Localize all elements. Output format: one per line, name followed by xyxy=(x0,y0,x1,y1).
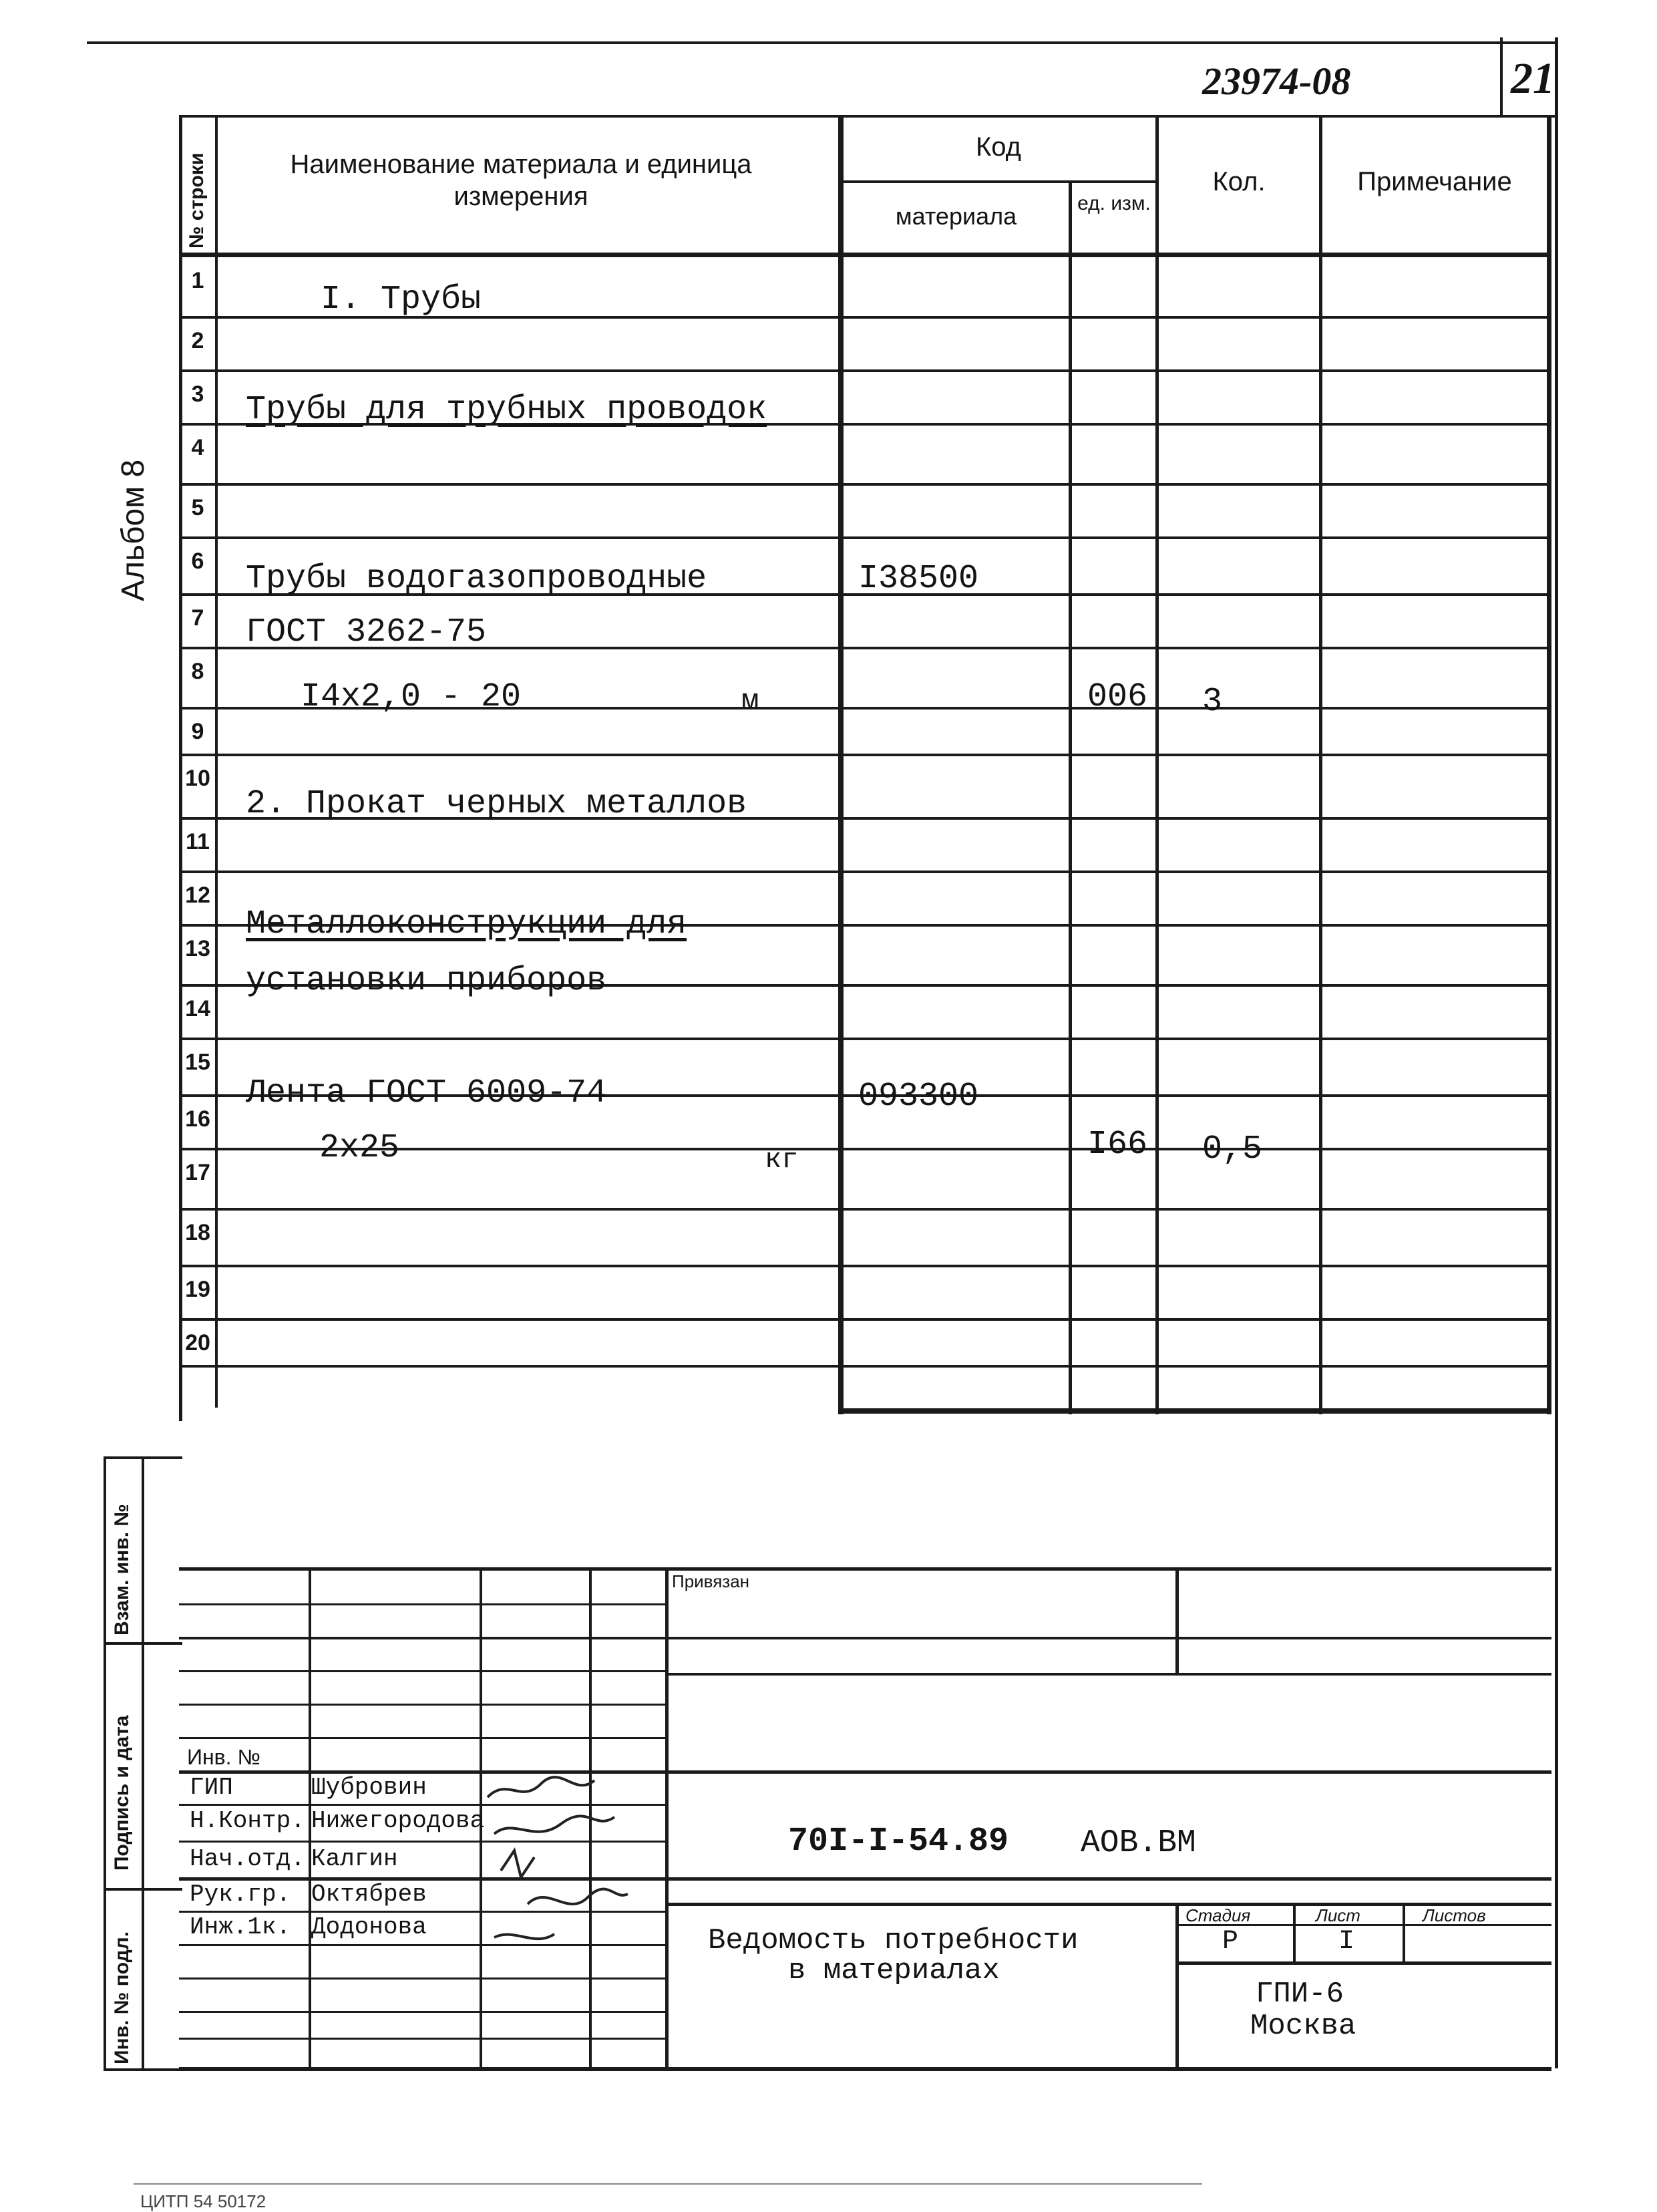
side-line-2 xyxy=(104,1888,182,1891)
row-number: 9 xyxy=(191,719,204,744)
row-number: 10 xyxy=(185,766,210,791)
header-code-material: материала xyxy=(895,202,1017,230)
side-line-1 xyxy=(104,1642,182,1645)
document-code: 23974-08 xyxy=(1202,59,1351,103)
table-bottom-line xyxy=(838,1408,1551,1414)
row-number: 7 xyxy=(191,605,204,631)
qty-col-border xyxy=(1319,115,1322,1414)
unitcode-col-border-left xyxy=(1069,180,1072,1414)
stamp-line-2 xyxy=(179,1603,667,1605)
stamp-line-15 xyxy=(179,2038,667,2040)
row-8-unit-code: 006 xyxy=(1087,678,1148,716)
stamp-bottom-line xyxy=(179,2067,1551,2071)
row-number: 15 xyxy=(185,1050,210,1075)
row-number: 14 xyxy=(185,996,210,1021)
organization-line1: ГПИ-6 xyxy=(1256,1978,1344,2011)
row-number: 1 xyxy=(191,268,204,293)
row-number: 3 xyxy=(191,381,204,407)
row-number: 20 xyxy=(185,1330,210,1356)
document-title-line2: в материалах xyxy=(788,1954,1000,1988)
signatory-name: Нижегородова xyxy=(311,1807,485,1835)
signatory-role: Н.Контр. xyxy=(190,1807,305,1835)
side-label-signature-date: Подпись и дата xyxy=(111,1715,133,1871)
sheet-number-divider xyxy=(1500,37,1503,116)
code-subheader-line xyxy=(838,180,1159,183)
row-6-material-code: I38500 xyxy=(858,560,979,598)
sheets-label: Листов xyxy=(1423,1905,1486,1925)
signatory-role: ГИП xyxy=(190,1774,233,1801)
row-8-quantity: 3 xyxy=(1202,683,1223,721)
side-label-inv-original: Инв. № подл. xyxy=(111,1931,133,2064)
signatory-role: Нач.отд. xyxy=(190,1845,305,1873)
stamp-line-right-1 xyxy=(668,1673,1551,1676)
row-number: 8 xyxy=(191,659,204,684)
row-1-name: I. Трубы xyxy=(321,281,482,319)
header-quantity: Кол. xyxy=(1212,167,1266,196)
row-number: 17 xyxy=(185,1160,210,1185)
row-10-name: 2. Прокат черных металлов xyxy=(246,785,747,823)
row-number: 11 xyxy=(186,829,210,854)
stamp-v-5 xyxy=(1175,1567,1179,1674)
row-7-name: ГОСТ 3262-75 xyxy=(246,613,487,651)
stage-label: Стадия xyxy=(1185,1905,1251,1925)
row-number: 6 xyxy=(191,548,204,574)
row-number: 13 xyxy=(185,936,210,961)
row-16-unit: кг xyxy=(765,1144,799,1176)
rownum-col-border xyxy=(215,115,218,1408)
document-mark: АОВ.ВМ xyxy=(1081,1825,1196,1861)
row-number: 4 xyxy=(191,435,204,460)
signature-marks xyxy=(481,1770,668,1957)
signatory-name: Шубровин xyxy=(311,1774,427,1801)
row-number: 2 xyxy=(191,328,204,353)
row-8-unit: м xyxy=(741,685,759,718)
signatory-name: Октябрев xyxy=(311,1881,427,1908)
organization-line2: Москва xyxy=(1250,2010,1356,2043)
stamp-v-6 xyxy=(1175,1904,1179,2068)
row-grid-line xyxy=(179,483,1551,486)
row-grid-line xyxy=(179,871,1551,873)
sheet-label: Лист xyxy=(1316,1905,1360,1925)
stamp-line-14 xyxy=(179,2011,667,2013)
stamp-line-right-3 xyxy=(1175,1961,1551,1965)
document-designation: 70I-I-54.89 xyxy=(788,1823,1009,1861)
stamp-line-3 xyxy=(179,1637,1551,1639)
row-grid-line xyxy=(179,1038,1551,1040)
row-number: 5 xyxy=(191,495,204,520)
row-number: 16 xyxy=(185,1106,210,1132)
side-top-line xyxy=(104,1456,182,1459)
header-bottom-line xyxy=(179,253,1551,257)
row-15-name: Лента ГОСТ 6009-74 xyxy=(246,1074,607,1112)
signatory-name: Калгин xyxy=(311,1845,398,1873)
top-edge-line xyxy=(87,41,1556,44)
header-underline xyxy=(180,115,1557,118)
unitcode-col-border-right xyxy=(1155,115,1159,1414)
row-12-name: Металлоконструкции для xyxy=(246,905,687,943)
row-15-material-code: 093300 xyxy=(858,1078,979,1116)
row-13-name: установки приборов xyxy=(246,962,607,1000)
row-grid-line xyxy=(179,1265,1551,1267)
header-code-unit: ед. изм. xyxy=(1077,192,1151,214)
row-16-quantity: 0,5 xyxy=(1202,1130,1263,1168)
stamp-line-right-0 xyxy=(668,1903,1551,1906)
row-grid-line xyxy=(179,536,1551,539)
row-16-name: 2x25 xyxy=(319,1129,400,1167)
side-label-vzam-inv: Взам. инв. № xyxy=(111,1504,133,1635)
stamp-line-13 xyxy=(179,1978,667,1980)
table-right-border xyxy=(1547,115,1551,1414)
signatory-role: Рук.гр. xyxy=(190,1881,291,1908)
frame-right-line xyxy=(1555,37,1558,2068)
row-number: 18 xyxy=(185,1220,210,1245)
album-label: Альбом 8 xyxy=(116,459,151,601)
header-code: Код xyxy=(975,132,1021,162)
sheet-value: I xyxy=(1338,1927,1355,1957)
signatory-role: Инж.1к. xyxy=(190,1913,291,1941)
stamp-top-line xyxy=(179,1567,1551,1571)
side-bottom-line xyxy=(104,2068,182,2071)
side-col-left xyxy=(104,1456,106,2071)
row-3-name: Трубы для трубных проводок xyxy=(246,391,767,429)
stamp-v-7 xyxy=(1293,1904,1296,1963)
privyazan-label: Привязан xyxy=(672,1571,750,1591)
name-col-border xyxy=(838,115,844,1414)
row-grid-line xyxy=(179,1318,1551,1321)
row-grid-line xyxy=(179,369,1551,372)
row-16-unit-code: I66 xyxy=(1087,1126,1148,1164)
stamp-v-8 xyxy=(1403,1904,1405,1963)
stamp-line-6 xyxy=(179,1737,667,1739)
row-grid-line xyxy=(179,1208,1551,1211)
footer-line xyxy=(134,2183,1202,2185)
header-note: Примечание xyxy=(1357,167,1512,196)
row-grid-line xyxy=(179,1365,1551,1368)
row-number: 12 xyxy=(185,883,210,908)
sheet-number: 21 xyxy=(1511,54,1555,103)
stamp-line-5 xyxy=(179,1704,667,1706)
printer-mark: ЦИТП 54 50172 xyxy=(140,2191,266,2211)
side-col-mid xyxy=(142,1456,144,2071)
document-title-line1: Ведомость потребности xyxy=(708,1924,1079,1957)
stage-value: Р xyxy=(1222,1927,1239,1957)
header-material-name: Наименование материала и единица измерения xyxy=(290,150,752,211)
stamp-line-4 xyxy=(179,1670,667,1672)
row-6-name: Трубы водогазопроводные xyxy=(246,560,707,598)
row-number: 19 xyxy=(185,1277,210,1302)
header-row-number: № строки xyxy=(186,152,208,249)
inv-no-label: Инв. № xyxy=(187,1745,260,1769)
row-8-name: I4x2,0 - 20 xyxy=(301,678,522,716)
row-grid-line xyxy=(179,754,1551,756)
signatory-name: Додонова xyxy=(311,1913,427,1941)
